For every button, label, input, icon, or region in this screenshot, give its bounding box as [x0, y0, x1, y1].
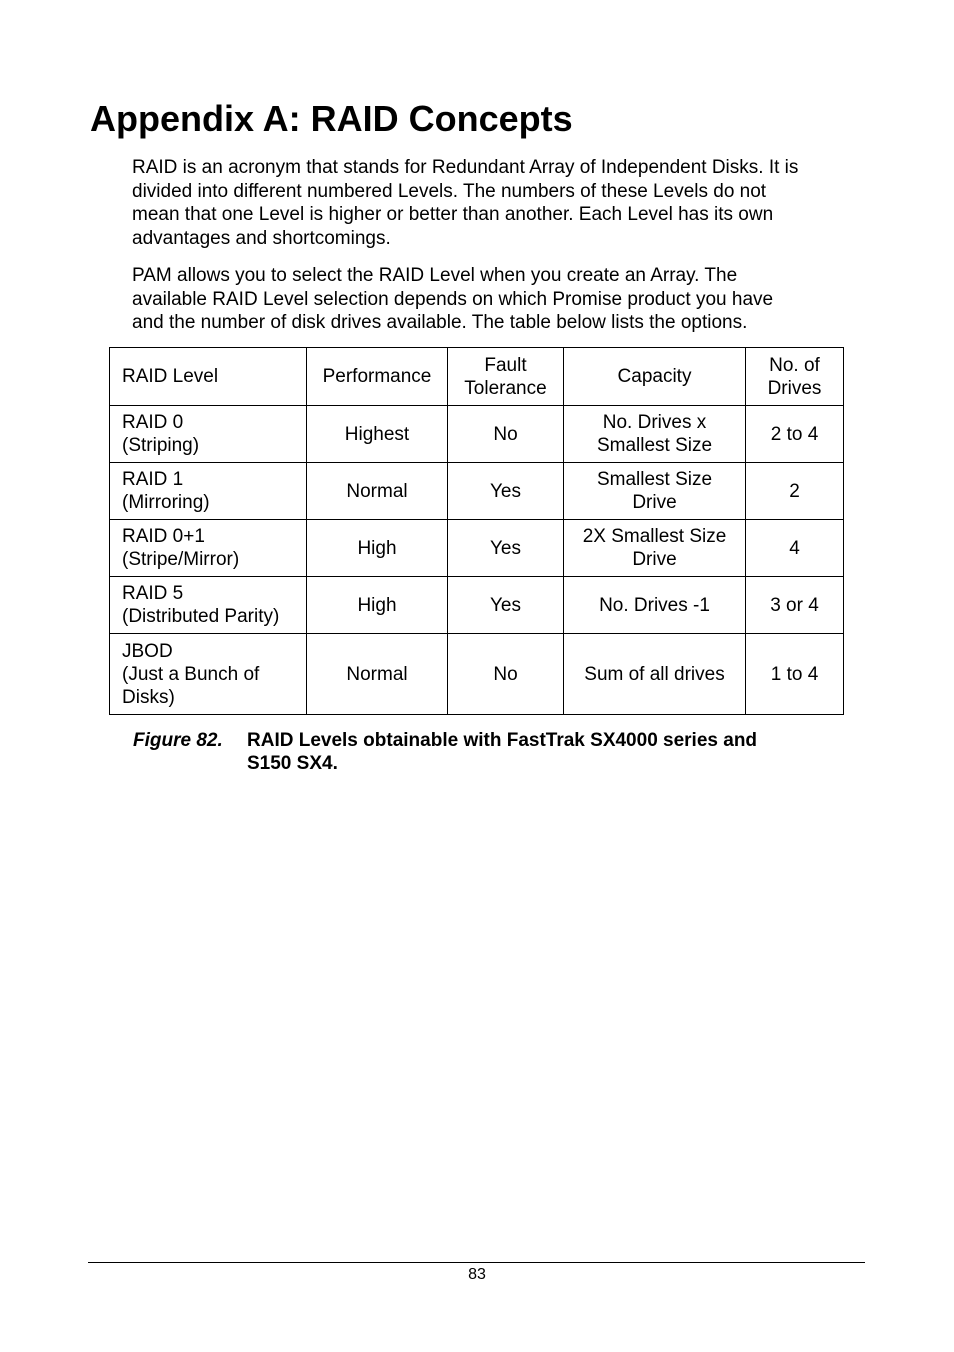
cell-line: Sum of all drives [584, 663, 725, 685]
cell-line: Normal [346, 663, 408, 685]
cell-line: 1 to 4 [770, 663, 819, 685]
cell-raid-level [110, 577, 307, 634]
table-row [110, 463, 844, 520]
page-number: 83 [468, 1266, 486, 1283]
footer-divider [88, 1262, 865, 1263]
table-row [110, 634, 844, 715]
paragraph-line: advantages and shortcomings. [132, 227, 391, 249]
cell-line: (Mirroring) [122, 492, 210, 513]
cell-capacity [564, 406, 746, 463]
cell-line: RAID 0+1 [122, 526, 205, 547]
cell-capacity [564, 634, 746, 715]
cell-raid-level [110, 463, 307, 520]
cell-drive-count [746, 577, 844, 634]
cell-line: RAID 5 [122, 583, 184, 604]
cell-line: Tolerance [464, 377, 547, 399]
cell-raid-level [110, 406, 307, 463]
cell-raid-level [110, 520, 307, 577]
cell-drive-count [746, 520, 844, 577]
cell-performance [307, 406, 448, 463]
table-row [110, 520, 844, 577]
intro-paragraph [132, 156, 862, 250]
cell-line: Fault [484, 354, 527, 376]
cell-fault-tolerance [448, 463, 564, 520]
header-cell-performance [307, 348, 448, 406]
cell-line: Drive [632, 549, 677, 570]
cell-line: Smallest Size [596, 469, 713, 490]
cell-fault-tolerance [448, 520, 564, 577]
paragraph-line: RAID is an acronym that stands for Redundant Array of Independent Disks. It is [132, 157, 799, 178]
cell-performance [307, 577, 448, 634]
cell-line: (Stripe/Mirror) [122, 549, 240, 570]
cell-line: Yes [490, 480, 521, 502]
header-cell-drive-count [746, 348, 844, 406]
cell-line: Capacity [617, 366, 692, 387]
figure-label: Figure 82. [133, 730, 223, 751]
cell-line: No. of [769, 354, 820, 376]
paragraph-line: mean that one Level is higher or better than another. Each Level has its own [132, 204, 774, 225]
cell-line: (Striping) [122, 435, 200, 456]
cell-line: No. Drives -1 [599, 594, 710, 616]
cell-line: RAID Level [122, 366, 219, 387]
cell-capacity [564, 577, 746, 634]
cell-line: 2 to 4 [770, 423, 819, 445]
cell-fault-tolerance [448, 634, 564, 715]
cell-line: Highest [344, 423, 410, 445]
paragraph-line: divided into different numbered Levels. The numbers of these Levels do not [132, 180, 767, 202]
caption-text [247, 729, 847, 775]
cell-fault-tolerance [448, 577, 564, 634]
header-cell-raid-level [110, 348, 307, 406]
cell-line: High [357, 537, 397, 559]
paragraph-line: and the number of disk drives available. The table below lists the options. [132, 312, 748, 333]
cell-line: Yes [490, 594, 521, 616]
cell-performance [307, 634, 448, 715]
cell-line: Normal [346, 480, 408, 502]
cell-line: 4 [789, 537, 800, 559]
cell-line: Drive [632, 492, 677, 513]
paragraph-line: available RAID Level selection depends on which Promise product you have [132, 288, 774, 310]
pam-paragraph [132, 264, 862, 335]
cell-line: 3 or 4 [770, 594, 819, 616]
cell-performance [307, 463, 448, 520]
cell-raid-level [110, 634, 307, 715]
cell-line: RAID 0 [122, 412, 184, 433]
cell-drive-count [746, 463, 844, 520]
table-row [110, 406, 844, 463]
cell-drive-count [746, 634, 844, 715]
cell-line: Performance [322, 366, 432, 387]
cell-line: No [493, 663, 518, 685]
cell-line: Disks) [122, 686, 175, 708]
cell-performance [307, 520, 448, 577]
header-row [110, 348, 844, 406]
cell-capacity [564, 520, 746, 577]
caption-line: S150 SX4. [247, 753, 338, 774]
raid-levels-table [109, 347, 844, 715]
table-row [110, 577, 844, 634]
cell-line: (Distributed Parity) [122, 606, 280, 627]
header-cell-fault-tolerance [448, 348, 564, 406]
cell-line: JBOD [122, 640, 173, 662]
cell-line: High [357, 594, 397, 616]
header-cell-capacity [564, 348, 746, 406]
cell-capacity [564, 463, 746, 520]
cell-line: 2X Smallest Size [582, 526, 727, 547]
cell-line: No. Drives x [602, 412, 707, 433]
cell-line: 2 [789, 480, 800, 502]
page-title: Appendix A: RAID Concepts [90, 98, 573, 139]
cell-line: Smallest Size [596, 435, 713, 456]
raid-table-body [110, 348, 844, 715]
paragraph-line: PAM allows you to select the RAID Level when you create an Array. The [132, 265, 738, 286]
cell-line: No [493, 423, 518, 445]
cell-line: RAID 1 [122, 469, 184, 490]
cell-fault-tolerance [448, 406, 564, 463]
cell-line: Yes [490, 537, 521, 559]
cell-line: (Just a Bunch of [122, 663, 260, 685]
cell-drive-count [746, 406, 844, 463]
cell-line: Drives [767, 377, 822, 399]
caption-line: RAID Levels obtainable with FastTrak SX4000 series and [247, 730, 758, 751]
